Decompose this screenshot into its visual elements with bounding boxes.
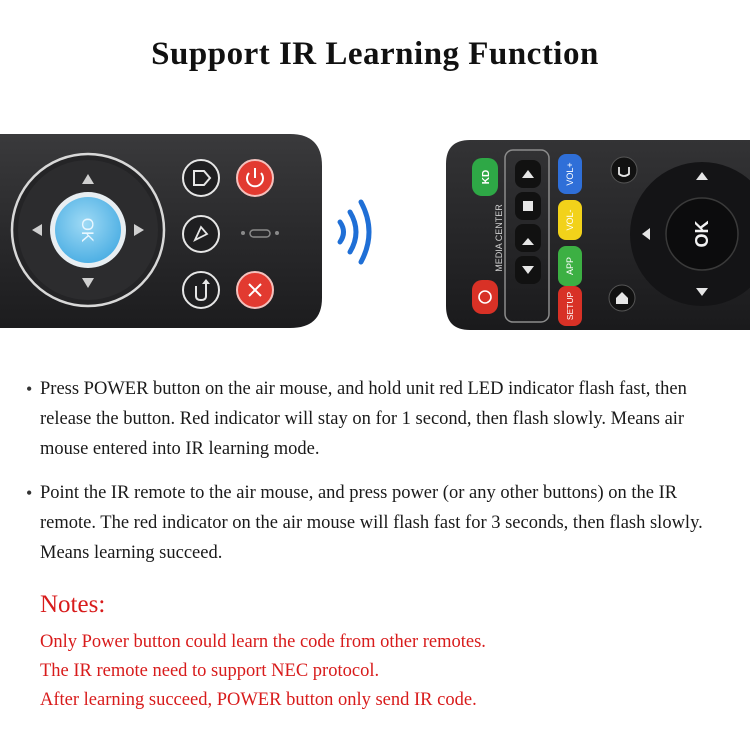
ir-ok-label: OK [692,220,712,248]
air-mouse-remote [0,134,322,328]
ok-button-label: OK [78,217,97,243]
instruction-item [24,478,724,568]
instructions-list [24,374,724,582]
remotes-illustration [0,120,750,350]
ir-signal-icon [340,202,369,262]
ir-remote [446,140,750,330]
notes-title: Notes: [40,591,106,618]
ir-power-button [472,280,498,314]
bullet-icon: • [26,483,33,503]
media-center-label: MEDIA CENTER [494,204,504,272]
return-button [611,157,637,183]
setup-label: SETUP [565,291,575,321]
mouse-toggle-button [183,216,219,252]
note-line: Only Power button could learn the code from other remotes. [40,632,486,652]
vol-plus-label: VOL+ [565,162,575,186]
app-label: APP [565,256,575,276]
note-line: The IR remote need to support NEC protocol. [40,661,380,681]
instruction-text: Point the IR remote to the air mouse, and press power (or any other buttons) on the IR remote. The red indicator on the air mouse will flash fast for 3 seconds, then flash slowly. Means learning succeed. [40,483,703,563]
bullet-icon: • [26,379,33,399]
input-button [183,160,219,196]
note-line: After learning succeed, POWER button only send IR code. [40,690,477,710]
instruction-item [24,374,724,464]
vol-minus-label: VOL- [565,209,575,231]
instruction-text: Press POWER button on the air mouse, and hold unit red LED indicator flash fast, then release the button. Red indicator will stay on for 1 second, then flash slowly. Means air mouse entered into IR learning mode. [40,379,687,459]
notes-section [40,588,740,715]
back-button [183,272,219,308]
kd-label: KD [481,169,492,185]
page-title: Support IR Learning Function [151,36,599,72]
